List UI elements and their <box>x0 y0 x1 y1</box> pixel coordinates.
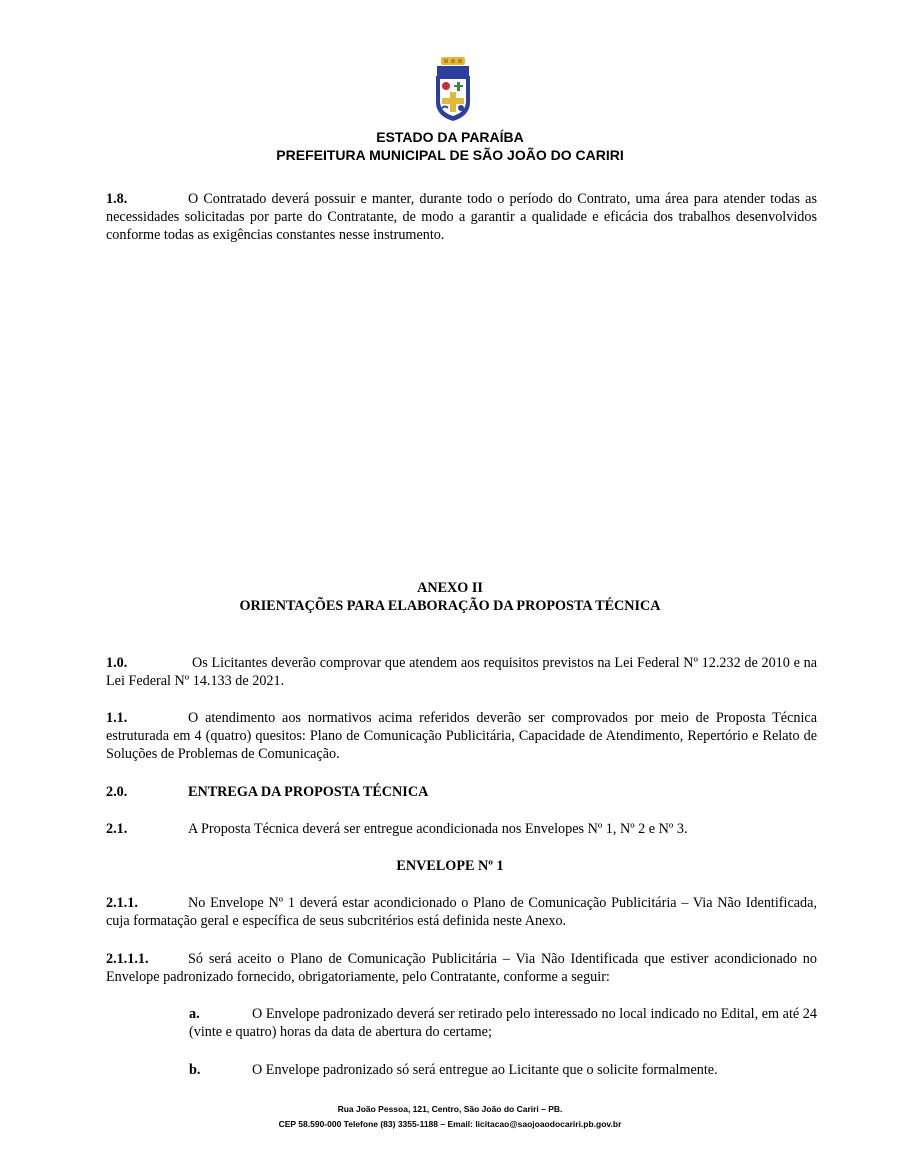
paragraph-2-1-1 <box>106 894 817 930</box>
envelope-title: ENVELOPE Nº 1 <box>396 858 504 874</box>
clause-number: 1.1. <box>106 710 128 726</box>
paragraph-1-0 <box>106 654 817 690</box>
clause-text: O atendimento aos normativos acima referidos deverão ser comprovados por meio de Proposta Técnica estruturada em 4 (quatro) quesitos: Plano de Comunicação Publicitária, Capacidade de Atendimento, Repertório e Relato de Soluções de Problemas de Comunicação. <box>106 710 817 763</box>
footer-contact: CEP 58.590-000 Telefone (83) 3355-1188 – Email: licitacao@saojoaodocariri.pb.gov.br <box>278 1119 622 1129</box>
paragraph-2-1 <box>106 820 817 838</box>
item-letter: b. <box>189 1062 201 1078</box>
clause-text: A Proposta Técnica deverá ser entregue acondicionada nos Envelopes Nº 1, Nº 2 e Nº 3. <box>188 821 688 837</box>
clause-number: 2.1.1. <box>106 895 138 911</box>
item-text: O Envelope padronizado só será entregue ao Licitante que o solicite formalmente. <box>252 1062 718 1078</box>
clause-number: 1.0. <box>106 655 128 671</box>
clause-text: O Contratado deverá possuir e manter, durante todo o período do Contrato, uma área para atender todas as necessidades solicitadas por parte do Contratante, de modo a garantir a qualidade e eficácia dos trabalhos desenvolvidos conforme todas as exigências constantes nesse instrumento. <box>106 191 817 244</box>
item-letter: a. <box>189 1006 200 1022</box>
prefecture-heading: PREFEITURA MUNICIPAL DE SÃO JOÃO DO CARIRI <box>276 147 624 163</box>
clause-text: Só será aceito o Plano de Comunicação Publicitária – Via Não Identificada que estiver acondicionado no Envelope padronizado fornecido, obrigatoriamente, pelo Contratante, conforme a seguir: <box>106 951 817 986</box>
section-title: ENTREGA DA PROPOSTA TÉCNICA <box>188 784 429 800</box>
clause-number: 1.8. <box>106 191 128 207</box>
paragraph-1-1 <box>106 709 817 764</box>
clause-number: 2.1.1.1. <box>106 951 149 967</box>
clause-text: No Envelope Nº 1 deverá estar acondicionado o Plano de Comunicação Publicitária – Via Não Identificada, cuja formatação geral e específica de seus subcritérios está definida neste Anexo. <box>106 895 817 930</box>
clause-number: 2.0. <box>106 784 128 800</box>
annex-subtitle: ORIENTAÇÕES PARA ELABORAÇÃO DA PROPOSTA TÉCNICA <box>239 598 661 614</box>
item-text: O Envelope padronizado deverá ser retirado pelo interessado no local indicado no Edital, em até 24 (vinte e quatro) horas da data de abertura do certame; <box>189 1006 817 1041</box>
footer-address: Rua João Pessoa, 121, Centro, São João do Cariri – PB. <box>337 1104 563 1114</box>
clause-number: 2.1. <box>106 821 128 837</box>
item-a <box>189 1005 817 1041</box>
state-heading: ESTADO DA PARAÍBA <box>376 129 524 145</box>
municipal-coat-of-arms-icon <box>433 56 473 122</box>
item-b <box>189 1061 817 1079</box>
paragraph-2-1-1-1 <box>106 950 817 986</box>
clause-text: Os Licitantes deverão comprovar que atendem aos requisitos previstos na Lei Federal Nº 12.232 de 2010 e na Lei Federal Nº 14.133 de 2021. <box>106 655 817 690</box>
annex-title: ANEXO II <box>417 580 483 596</box>
section-2-0-heading <box>106 783 817 801</box>
paragraph-1-8 <box>106 190 817 245</box>
